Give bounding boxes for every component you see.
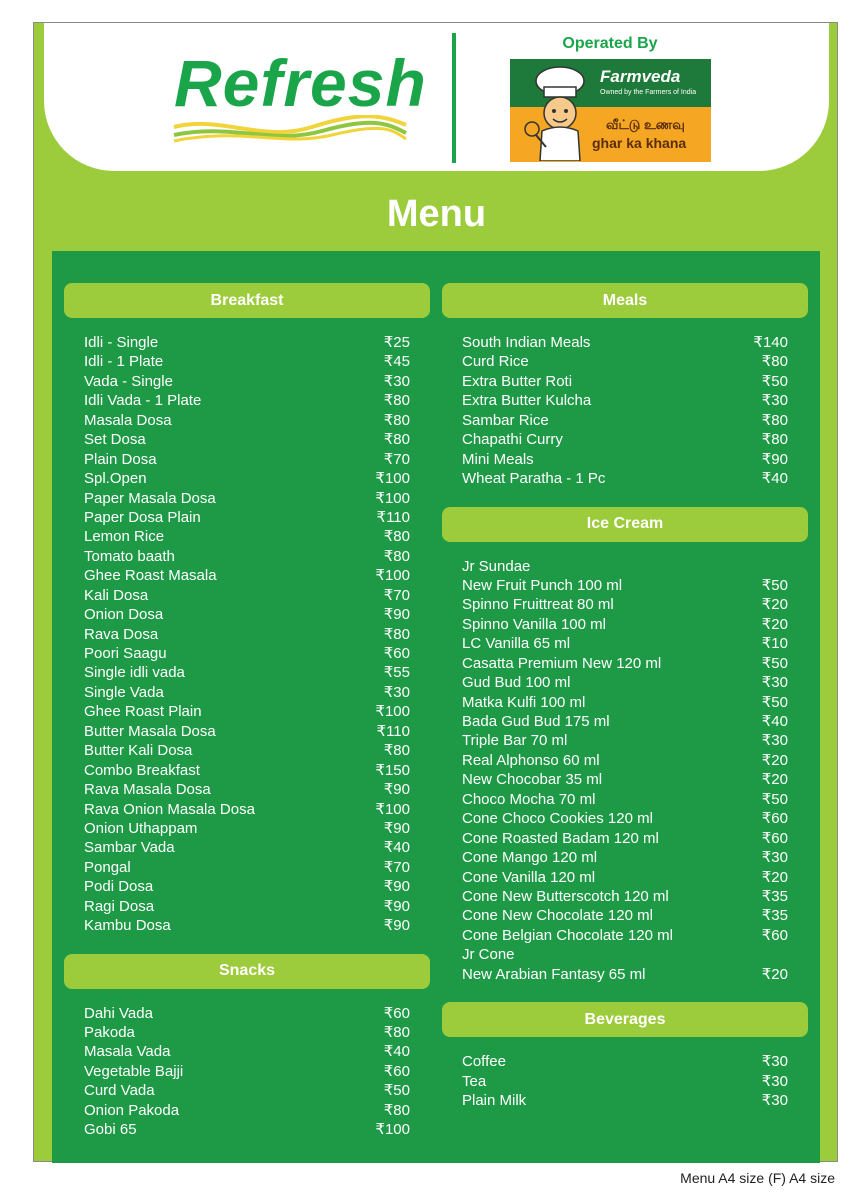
menu-item-price: ₹70 — [383, 858, 410, 876]
header — [44, 23, 829, 171]
section-snacks — [64, 954, 430, 1140]
menu-item — [84, 566, 410, 585]
left-column — [64, 283, 430, 1140]
menu-item — [84, 722, 410, 741]
menu-item-name: Podi Dosa — [84, 878, 154, 896]
menu-item-name: New Chocobar 35 ml — [462, 771, 603, 789]
menu-item — [462, 615, 788, 634]
menu-item — [84, 508, 410, 527]
menu-item — [84, 780, 410, 799]
menu-item — [462, 391, 788, 410]
chef-icon — [520, 61, 596, 161]
wave-logo-icon — [172, 115, 408, 145]
menu-item-name: Extra Butter Kulcha — [462, 392, 592, 410]
menu-item-price: ₹80 — [383, 1024, 410, 1041]
section-header-ice-cream: Ice Cream — [442, 507, 808, 542]
item-list-breakfast — [64, 318, 430, 936]
menu-item-name: Onion Uthappam — [84, 819, 198, 837]
menu-item-price: ₹110 — [376, 722, 410, 740]
menu-item-name: Cone Vanilla 120 ml — [462, 868, 596, 886]
menu-item-price: ₹20 — [761, 868, 788, 886]
menu-item-name: Jr Sundae — [462, 557, 531, 575]
menu-item-price: ₹80 — [383, 625, 410, 643]
menu-item — [84, 1101, 410, 1120]
menu-item-price: ₹45 — [383, 353, 410, 371]
menu-item-name: Gobi 65 — [84, 1121, 137, 1139]
menu-item — [84, 683, 410, 702]
menu-item — [462, 576, 788, 595]
menu-item — [84, 352, 410, 371]
menu-item-name: Wheat Paratha - 1 Pc — [462, 470, 606, 488]
menu-item-name: Combo Breakfast — [84, 761, 200, 779]
menu-item-name: New Arabian Fantasy 65 ml — [462, 965, 646, 983]
menu-item-name: Masala Dosa — [84, 411, 172, 429]
menu-item-name: Cone New Butterscotch 120 ml — [462, 887, 669, 905]
menu-item-price: ₹140 — [753, 334, 788, 351]
menu-item-name: Lemon Rice — [84, 528, 165, 546]
menu-item-name: Chapathi Curry — [462, 431, 563, 449]
menu-item-price: ₹30 — [761, 392, 788, 410]
menu-item — [462, 469, 788, 488]
menu-item-price: ₹60 — [383, 1004, 410, 1022]
menu-item-name: Rava Onion Masala Dosa — [84, 800, 255, 818]
menu-item — [462, 790, 788, 809]
menu-item — [84, 663, 410, 682]
farmveda-tagline: Owned by the Farmers of India — [600, 89, 697, 96]
menu-item-name: Single Vada — [84, 683, 164, 701]
footer-note: Menu A4 size (F) A4 size — [680, 1170, 835, 1186]
menu-item-price: ₹30 — [383, 683, 410, 701]
menu-item — [84, 625, 410, 644]
section-ice-cream — [442, 507, 808, 985]
menu-item-name: Mini Meals — [462, 450, 534, 468]
menu-item-price: ₹80 — [383, 1101, 410, 1119]
menu-item-price: ₹90 — [383, 897, 410, 915]
menu-item-name: Ragi Dosa — [84, 897, 155, 915]
menu-item — [462, 1091, 788, 1110]
menu-item — [84, 838, 410, 857]
farmveda-brand: Farmveda — [600, 67, 681, 86]
menu-item-name: South Indian Meals — [462, 334, 591, 351]
menu-item-price: ₹90 — [383, 819, 410, 837]
menu-item — [84, 391, 410, 410]
menu-item-name: Plain Dosa — [84, 450, 157, 468]
menu-item-name: Cone Mango 120 ml — [462, 849, 598, 867]
menu-item — [84, 430, 410, 449]
menu-item-price: ₹100 — [375, 489, 410, 507]
menu-item — [462, 926, 788, 945]
menu-item-name: Tomato baath — [84, 547, 175, 565]
menu-item-name: New Fruit Punch 100 ml — [462, 576, 623, 594]
menu-item — [84, 702, 410, 721]
menu-item-price: ₹50 — [761, 654, 788, 672]
menu-item-name: Masala Vada — [84, 1043, 171, 1061]
right-column — [442, 283, 808, 1110]
section-header-beverages: Beverages — [442, 1002, 808, 1037]
menu-item — [462, 945, 788, 964]
menu-item-price: ₹60 — [761, 926, 788, 944]
menu-item — [84, 1062, 410, 1081]
menu-item-name: Idli Vada - 1 Plate — [84, 392, 202, 410]
menu-item-price: ₹80 — [383, 742, 410, 760]
section-header-meals: Meals — [442, 283, 808, 318]
menu-item-name: Butter Masala Dosa — [84, 722, 216, 740]
menu-item — [462, 372, 788, 391]
menu-item-name: Rava Masala Dosa — [84, 781, 211, 799]
menu-item-name: Single idli vada — [84, 664, 185, 682]
menu-item — [462, 965, 788, 984]
menu-item-name: Rava Dosa — [84, 625, 159, 643]
section-header-breakfast: Breakfast — [64, 283, 430, 318]
menu-item — [84, 527, 410, 546]
menu-item-price: ₹80 — [383, 411, 410, 429]
menu-item-price: ₹20 — [761, 751, 788, 769]
menu-item-name: Vada - Single — [84, 372, 173, 390]
menu-item-name: Casatta Premium New 120 ml — [462, 654, 662, 672]
menu-item-name: Dahi Vada — [84, 1004, 153, 1022]
menu-item-price: ₹80 — [761, 411, 788, 429]
menu-item-price: ₹90 — [383, 917, 410, 935]
menu-item-price: ₹20 — [761, 596, 788, 614]
section-meals — [442, 283, 808, 489]
menu-item-price: ₹20 — [761, 965, 788, 983]
menu-item-price: ₹30 — [761, 674, 788, 692]
menu-item — [462, 731, 788, 750]
farmveda-logo — [510, 59, 711, 162]
menu-item-price: ₹30 — [761, 849, 788, 867]
menu-item — [84, 1004, 410, 1023]
menu-item — [84, 372, 410, 391]
menu-item — [84, 877, 410, 896]
menu-panel — [52, 251, 820, 1163]
menu-item-name: Choco Mocha 70 ml — [462, 790, 596, 808]
menu-item — [84, 1120, 410, 1139]
menu-item — [84, 411, 410, 430]
menu-item-price: ₹60 — [383, 645, 410, 662]
menu-item-price: ₹50 — [761, 576, 788, 594]
menu-item-price: ₹100 — [375, 800, 410, 818]
section-breakfast — [64, 283, 430, 936]
menu-item-name: Plain Milk — [462, 1092, 527, 1109]
menu-item — [462, 829, 788, 848]
menu-item-price: ₹30 — [383, 372, 410, 390]
menu-item-price: ₹50 — [383, 1082, 410, 1100]
menu-item-price: ₹90 — [383, 878, 410, 896]
menu-item-price: ₹90 — [761, 450, 788, 468]
header-divider — [452, 33, 456, 163]
menu-item-price: ₹50 — [761, 790, 788, 808]
menu-item-price: ₹70 — [383, 586, 410, 604]
menu-item — [84, 450, 410, 469]
menu-item-name: Set Dosa — [84, 431, 146, 449]
menu-item-price: ₹35 — [761, 907, 788, 925]
menu-item-price: ₹35 — [761, 887, 788, 905]
menu-item — [84, 586, 410, 605]
menu-item-price: ₹100 — [375, 470, 410, 488]
menu-item-price: ₹55 — [383, 664, 410, 682]
menu-item-price: ₹50 — [761, 693, 788, 711]
menu-item-name: Kambu Dosa — [84, 917, 171, 935]
menu-item — [462, 868, 788, 887]
menu-item — [84, 489, 410, 508]
menu-item — [462, 557, 788, 576]
menu-item — [84, 469, 410, 488]
menu-item-price: ₹40 — [761, 470, 788, 488]
menu-item-name: Cone Choco Cookies 120 ml — [462, 810, 653, 828]
menu-item-name: Onion Dosa — [84, 606, 164, 624]
menu-item — [84, 741, 410, 760]
menu-item — [462, 1072, 788, 1091]
menu-item-name: Spinno Fruittreat 80 ml — [462, 596, 614, 614]
menu-item-name: Pakoda — [84, 1024, 135, 1041]
menu-item — [84, 547, 410, 566]
menu-item-price: ₹70 — [383, 450, 410, 468]
menu-poster — [33, 22, 838, 1162]
menu-item — [462, 654, 788, 673]
menu-item-price: ₹30 — [761, 1092, 788, 1109]
menu-item-price: ₹90 — [383, 606, 410, 624]
menu-item-price: ₹100 — [375, 567, 410, 585]
menu-item-name: Coffee — [462, 1053, 506, 1071]
menu-item — [84, 1081, 410, 1100]
menu-item — [462, 770, 788, 789]
menu-item-price: ₹80 — [383, 392, 410, 410]
menu-item-name: Idli - 1 Plate — [84, 353, 164, 371]
page-title: Menu — [386, 193, 487, 235]
menu-item-name: Spl.Open — [84, 470, 147, 488]
refresh-logo: Refresh — [174, 46, 427, 120]
menu-item-price: ₹80 — [383, 547, 410, 565]
section-beverages — [442, 1002, 808, 1110]
menu-item-name: Triple Bar 70 ml — [462, 732, 568, 750]
menu-item-name: Paper Masala Dosa — [84, 489, 216, 507]
menu-item — [84, 761, 410, 780]
menu-item-price: ₹50 — [761, 372, 788, 390]
menu-item — [84, 333, 410, 352]
menu-item-price: ₹80 — [761, 353, 788, 371]
menu-item — [462, 673, 788, 692]
menu-item-name: Curd Rice — [462, 353, 529, 371]
menu-item-price: ₹30 — [761, 732, 788, 750]
menu-item — [462, 693, 788, 712]
menu-item-name: Cone Roasted Badam 120 ml — [462, 829, 659, 847]
menu-item-name: Butter Kali Dosa — [84, 742, 193, 760]
operated-by-label: Operated By — [562, 35, 658, 52]
menu-item — [462, 712, 788, 731]
item-list-snacks — [64, 989, 430, 1140]
menu-item-name: Idli - Single — [84, 334, 159, 351]
menu-item — [84, 916, 410, 935]
menu-item-name: Gud Bud 100 ml — [462, 674, 571, 692]
menu-item — [462, 333, 788, 352]
menu-item-name: Spinno Vanilla 100 ml — [462, 615, 606, 633]
menu-item-price: ₹80 — [761, 431, 788, 449]
menu-item-price: ₹30 — [761, 1053, 788, 1071]
menu-item — [84, 858, 410, 877]
menu-item-name: Jr Cone — [462, 946, 515, 964]
menu-item-price: ₹25 — [383, 334, 410, 351]
menu-item — [462, 1052, 788, 1071]
menu-item — [462, 450, 788, 469]
menu-item-name: Curd Vada — [84, 1082, 155, 1100]
menu-item-name: Pongal — [84, 858, 131, 876]
menu-item — [84, 1042, 410, 1061]
menu-item-price: ₹30 — [761, 1072, 788, 1090]
menu-item — [84, 897, 410, 916]
menu-item-price: ₹80 — [383, 431, 410, 449]
farmveda-hindi-text: ghar ka khana — [592, 135, 687, 151]
menu-item-price: ₹100 — [375, 1121, 410, 1139]
menu-item-name: Sambar Rice — [462, 411, 549, 429]
menu-item-name: Real Alphonso 60 ml — [462, 751, 600, 769]
menu-item-price: ₹20 — [761, 615, 788, 633]
section-header-snacks: Snacks — [64, 954, 430, 989]
farmveda-tamil-text: வீட்டு உணவு — [606, 117, 685, 132]
menu-item — [462, 352, 788, 371]
menu-item-name: Matka Kulfi 100 ml — [462, 693, 586, 711]
menu-item — [462, 809, 788, 828]
menu-item — [84, 800, 410, 819]
menu-item-price: ₹100 — [375, 703, 410, 721]
item-list-meals — [442, 318, 808, 489]
menu-item-price: ₹150 — [375, 761, 410, 779]
menu-item-name: Bada Gud Bud 175 ml — [462, 713, 610, 730]
menu-item — [462, 430, 788, 449]
menu-item-name: Tea — [462, 1072, 487, 1090]
menu-item-price: ₹60 — [383, 1062, 410, 1080]
menu-item — [84, 1023, 410, 1042]
menu-item-name: Cone Belgian Chocolate 120 ml — [462, 926, 673, 944]
menu-item — [84, 605, 410, 624]
menu-item — [462, 411, 788, 430]
menu-item-price: ₹60 — [761, 829, 788, 847]
menu-item — [462, 595, 788, 614]
menu-item-name: Ghee Roast Plain — [84, 703, 202, 721]
menu-item-price: ₹60 — [761, 810, 788, 828]
menu-item-price: ₹20 — [761, 771, 788, 789]
menu-item — [462, 906, 788, 925]
menu-item-name: Extra Butter Roti — [462, 372, 573, 390]
menu-item-name: Kali Dosa — [84, 586, 149, 604]
menu-item-price: ₹80 — [383, 528, 410, 546]
menu-item-price: ₹40 — [383, 839, 410, 857]
menu-item-price: ₹90 — [383, 781, 410, 799]
menu-item — [462, 634, 788, 653]
menu-item-name: Onion Pakoda — [84, 1101, 180, 1119]
menu-item-price: ₹40 — [383, 1043, 410, 1061]
menu-item — [462, 887, 788, 906]
item-list-beverages — [442, 1037, 808, 1110]
menu-item-name: Vegetable Bajji — [84, 1062, 184, 1080]
menu-item-name: Ghee Roast Masala — [84, 567, 217, 585]
menu-item-price: ₹110 — [376, 508, 410, 526]
menu-item-name: LC Vanilla 65 ml — [462, 635, 571, 653]
menu-item — [84, 644, 410, 663]
item-list-ice-cream — [442, 542, 808, 985]
menu-item-name: Paper Dosa Plain — [84, 508, 201, 526]
menu-item-price: ₹40 — [761, 713, 788, 730]
menu-item-price: ₹10 — [761, 635, 788, 653]
menu-item — [84, 819, 410, 838]
menu-item-name: Poori Saagu — [84, 645, 167, 662]
menu-item-name: Sambar Vada — [84, 839, 175, 857]
menu-item-name: Cone New Chocolate 120 ml — [462, 907, 653, 925]
menu-item — [462, 848, 788, 867]
menu-item — [462, 751, 788, 770]
